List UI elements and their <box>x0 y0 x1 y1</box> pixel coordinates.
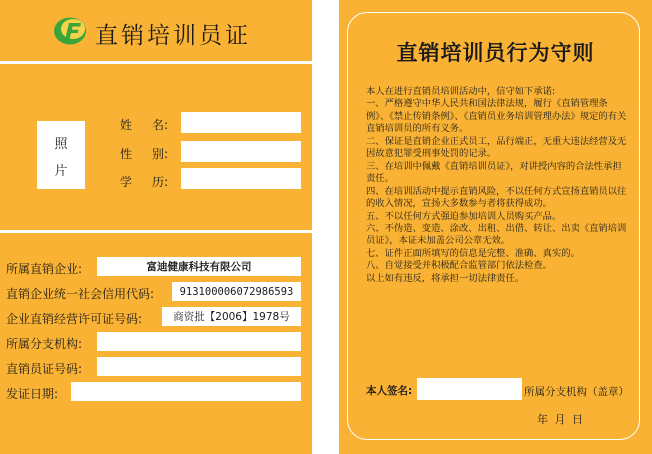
license-value: 商资批【2006】1978号 <box>173 311 290 323</box>
branch-stamp-label: 所属分支机构（盖章） <box>524 386 629 398</box>
rules-list <box>366 86 630 285</box>
rule-text: 八、自觉接受并积极配合监管部门依法检查。 <box>366 260 552 272</box>
front-title: 直销培训员证 <box>95 23 251 49</box>
gender-label: 性 别: <box>120 147 169 161</box>
rule-text: 六、不伪造、变造、涂改、出租、出借、转让、出卖《直销培训员证》，本证未加盖公司公章无效。 <box>366 222 627 247</box>
name-label: 姓 名: <box>120 118 169 132</box>
education-label: 学 历: <box>120 175 169 189</box>
rule-text: 本人在进行直销员培训活动中，信守如下承诺: <box>366 86 556 97</box>
credit-code-label: 直销企业统一社会信用代码: <box>6 287 155 301</box>
photo-label-2: 片 <box>54 164 68 179</box>
rule-text: 五、不以任何方式强迫参加培训人员购买产品。 <box>366 210 562 222</box>
branch-label: 所属分支机构: <box>6 337 83 351</box>
gender-field[interactable] <box>181 141 301 162</box>
issue-date-field[interactable] <box>71 382 301 401</box>
signature-label: 本人签名: <box>366 385 413 397</box>
rule-text: 以上如有违反，将承担一切法律责任。 <box>366 272 525 284</box>
divider <box>0 61 312 64</box>
photo-placeholder <box>37 121 85 189</box>
rule-text: 三、在培训中佩戴《直销培训员证》，对讲授内容的合法性承担责任。 <box>366 160 622 185</box>
certificate-back <box>339 0 652 454</box>
rule-text: 七、证件正面所填写的信息是完整、准确、真实的。 <box>366 247 580 259</box>
back-title: 直销培训员行为守则 <box>396 41 595 65</box>
photo-label-1: 照 <box>54 137 68 152</box>
issue-date-label: 发证日期: <box>6 387 59 401</box>
education-field[interactable] <box>181 168 301 189</box>
signature-field[interactable] <box>417 378 522 400</box>
rule-text: 四、在培训活动中提示直销风险，不以任何方式宣扬直销员以往的收入情况，宣扬大多数参与者将获得成功。 <box>366 185 627 210</box>
credit-code-value: 913100006072986593 <box>179 286 294 298</box>
license-label: 企业直销经营许可证号码: <box>6 312 143 326</box>
date-label: 年 月 日 <box>537 413 583 426</box>
rule-text: 二、保证是直销企业正式员工，品行端正，无重大违法经营及无因故意犯罪受刑事处罚的记录。 <box>366 135 627 160</box>
f-logo-icon <box>53 16 87 46</box>
name-field[interactable] <box>181 112 301 133</box>
rule-text: 一、严格遵守中华人民共和国法律法规，履行《直销管理条例》、《禁止传销条例》、《直销员业务培训管理办法》规定的有关直销培训员的所有义务。 <box>366 98 627 135</box>
certificate-front <box>0 0 312 454</box>
divider <box>0 230 312 233</box>
company-label: 所属直销企业: <box>6 262 83 276</box>
branch-field[interactable] <box>97 332 301 351</box>
front-header <box>0 0 312 62</box>
member-id-field[interactable] <box>97 357 301 376</box>
member-id-label: 直销员证号码: <box>6 362 83 376</box>
company-value: 富迪健康科技有限公司 <box>146 261 252 273</box>
